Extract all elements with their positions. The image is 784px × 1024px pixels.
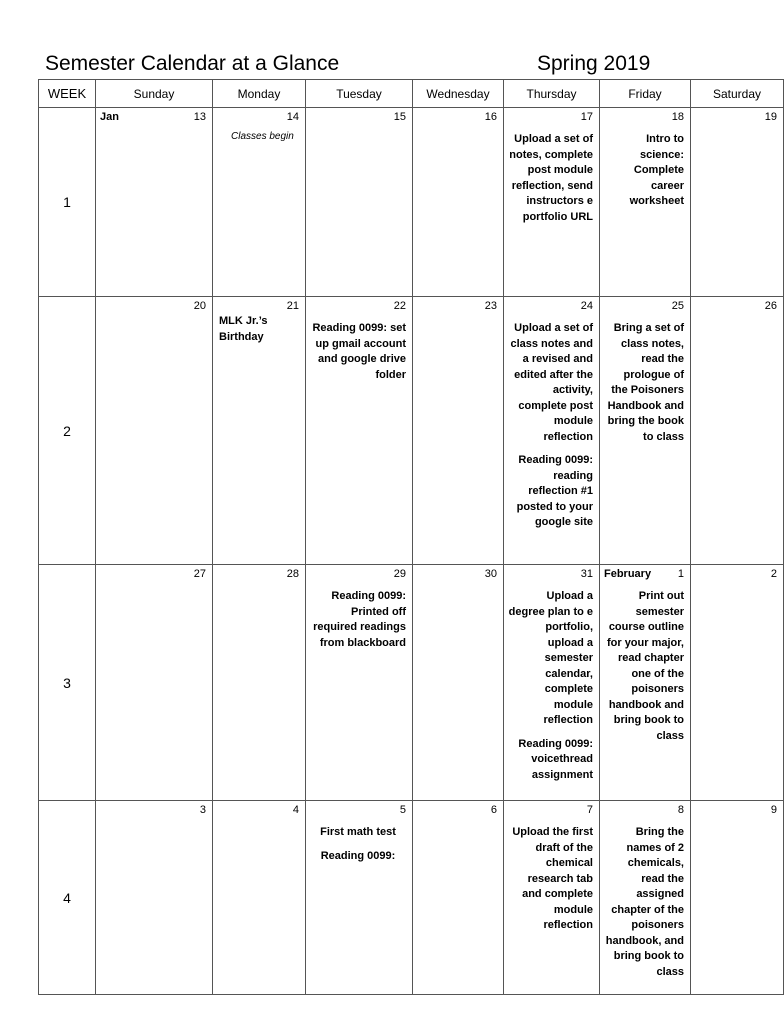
day-number: 19: [764, 111, 777, 123]
day-number: 16: [484, 111, 497, 123]
day-cell: [96, 108, 213, 297]
day-number: 15: [393, 111, 406, 123]
day-cell: [504, 801, 600, 995]
day-number: 3: [199, 804, 206, 816]
event-text: Reading 0099:: [320, 849, 396, 862]
event-text: Bring a set of class notes, read the prologue of the Poisoners Handbook and bring the book to class: [607, 322, 684, 443]
day-number: 6: [490, 804, 497, 816]
col-header-thursday: Thursday: [504, 80, 600, 108]
event-text: Bring the names of 2 chemicals, read the assigned chapter of the poisoners handbook, and bring book to class: [605, 826, 684, 978]
day-cell: [413, 108, 504, 297]
month-label: Jan: [100, 111, 119, 123]
col-header-tuesday: Tuesday: [306, 80, 413, 108]
event-text: Reading 0099: reading reflection #1 posted to your google site: [516, 454, 593, 528]
day-number: 30: [484, 568, 497, 580]
day-cell: [413, 801, 504, 995]
day-cell: [691, 565, 784, 801]
day-number: 2: [770, 568, 777, 580]
day-number: 14: [286, 111, 299, 123]
day-cell: [600, 297, 691, 565]
day-number: 26: [764, 300, 777, 312]
page-title: Semester Calendar at a Glance: [45, 52, 340, 75]
day-number: 7: [586, 804, 593, 816]
event-text: Reading 0099: set up gmail account and google drive folder: [312, 322, 406, 381]
day-number: 18: [671, 111, 684, 123]
day-number: 28: [286, 568, 299, 580]
event-text: MLK Jr.’s Birthday: [219, 315, 268, 343]
day-cell: [600, 801, 691, 995]
day-cell: [306, 297, 413, 565]
day-cell: [96, 565, 213, 801]
col-header-monday: Monday: [213, 80, 306, 108]
week-number: 1: [39, 108, 96, 297]
day-cell: [504, 108, 600, 297]
day-number: 29: [393, 568, 406, 580]
event-text: Upload a degree plan to e portfolio, upload a semester calendar, complete module reflection: [508, 590, 593, 726]
day-cell: [306, 565, 413, 801]
day-number: 8: [677, 804, 684, 816]
day-number: 31: [580, 568, 593, 580]
event-text: Reading 0099: voicethread assignment: [518, 737, 593, 781]
day-number: 17: [580, 111, 593, 123]
day-number: 1: [677, 568, 684, 580]
day-cell: [306, 801, 413, 995]
event-text: Reading 0099: Printed off required readings from blackboard: [313, 590, 406, 649]
day-cell: [600, 565, 691, 801]
day-cell: [213, 801, 306, 995]
day-cell: [213, 297, 306, 565]
col-header-wednesday: Wednesday: [413, 80, 504, 108]
day-cell: [691, 297, 784, 565]
day-number: 23: [484, 300, 497, 312]
event-text: Classes begin: [231, 131, 294, 142]
week-number: 3: [39, 565, 96, 801]
event-text: Intro to science: Complete career worksheet: [629, 133, 684, 207]
event-text: Upload a set of class notes and a revised and edited after the activity, complete post module reflection: [510, 322, 593, 443]
event-text: Upload a set of notes, complete post module reflection, send instructors e portfolio URL: [509, 133, 593, 223]
week-row: [39, 801, 784, 995]
day-cell: [96, 801, 213, 995]
week-number: 4: [39, 801, 96, 995]
day-number: 13: [193, 111, 206, 123]
day-number: 24: [580, 300, 593, 312]
day-number: 4: [292, 804, 299, 816]
day-cell: [691, 108, 784, 297]
event-text: First math test: [320, 826, 396, 838]
day-number: 21: [286, 300, 299, 312]
day-cell: [600, 108, 691, 297]
day-cell: [306, 108, 413, 297]
day-cell: [504, 565, 600, 801]
day-number: 20: [193, 300, 206, 312]
day-cell: [96, 297, 213, 565]
day-cell: [691, 801, 784, 995]
calendar-table: [38, 79, 784, 995]
term-label: Spring 2019: [537, 52, 651, 75]
week-row: [39, 565, 784, 801]
day-cell: [413, 297, 504, 565]
event-text: Print out semester course outline for your major, read chapter one of the poisoners handbook and bring book to class: [606, 590, 684, 742]
day-cell: [213, 565, 306, 801]
header-row: [39, 80, 784, 108]
day-number: 9: [770, 804, 777, 816]
col-header-week: WEEK: [39, 80, 96, 108]
col-header-friday: Friday: [600, 80, 691, 108]
week-row: [39, 297, 784, 565]
col-header-sunday: Sunday: [96, 80, 213, 108]
day-number: 5: [399, 804, 406, 816]
day-cell: [213, 108, 306, 297]
event-text: Upload the first draft of the chemical research tab and complete module reflection: [512, 826, 593, 931]
col-header-saturday: Saturday: [691, 80, 784, 108]
week-number: 2: [39, 297, 96, 565]
day-number: 25: [671, 300, 684, 312]
week-row: [39, 108, 784, 297]
day-cell: [504, 297, 600, 565]
day-cell: [413, 565, 504, 801]
day-number: 27: [193, 568, 206, 580]
day-number: 22: [393, 300, 406, 312]
month-label: February: [604, 568, 652, 580]
